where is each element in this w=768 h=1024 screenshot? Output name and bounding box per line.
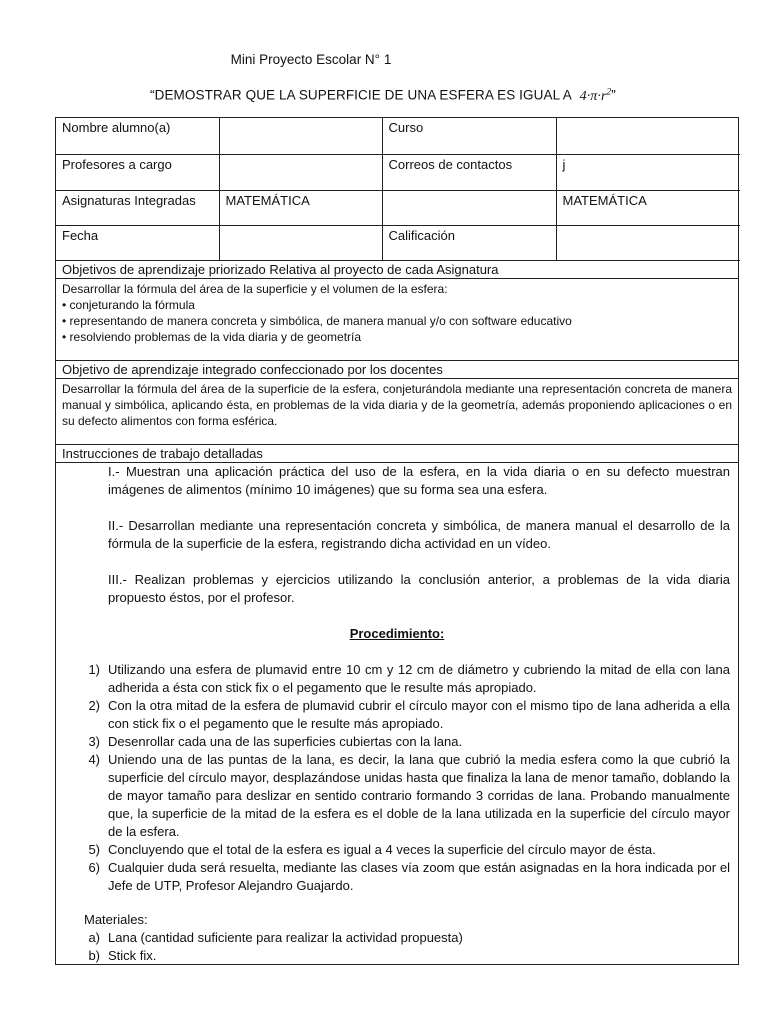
material-letter: a) — [88, 929, 100, 945]
label-curso: Curso — [382, 118, 556, 154]
label-fecha: Fecha — [56, 225, 219, 260]
materiales-title: Materiales: — [84, 911, 148, 927]
label-calificacion: Calificación — [382, 225, 556, 260]
value-fecha — [219, 225, 382, 260]
table-row — [56, 190, 740, 225]
value-profesores — [219, 154, 382, 190]
value-asignatura-2: MATEMÁTICA — [556, 190, 740, 225]
step-text: Uniendo una de las puntas de la lana, es decir, la lana que cubrió la media esfera como la que cubrió la superficie del círculo mayor, desplazándose unidas hasta que finaliza la lana de menor tamaño, doblando la de mayor tamaño para deslizar en sentido contrario formando 3 corridas de lana. Probando manualmente que, la superficie de la mitad de la esfera es el doble de la lana utilizada en la superficie del círculo mayor de la esfera. — [108, 751, 730, 839]
list-item — [56, 733, 738, 751]
step-number: 6) — [88, 859, 100, 875]
step-number: 1) — [88, 661, 100, 677]
formula: $4\cdot\pi\cdot r^2$ — [579, 86, 612, 104]
list-item — [56, 661, 738, 697]
list-item — [56, 929, 738, 947]
document-title: Mini Proyecto Escolar N° 1 — [230, 52, 392, 67]
info-table — [56, 118, 740, 261]
material-text: Stick fix. — [108, 947, 157, 963]
label-correos: Correos de contactos — [382, 154, 556, 190]
step-number: 2) — [88, 697, 100, 713]
instruction-item: III.- Realizan problemas y ejercicios utilizando la conclusión anterior, a problemas de la vida diaria propuesto éstos, por el profesor. — [108, 571, 730, 605]
material-text: Lana (cantidad suficiente para realizar la actividad propuesta) — [108, 929, 463, 945]
table-row — [56, 154, 740, 190]
value-curso — [556, 118, 740, 154]
material-letter: b) — [88, 947, 100, 963]
step-text: Cualquier duda será resuelta, mediante las clases vía zoom que están asignadas en la hora indicada por el Jefe de UTP, Profesor Alejandro Guajardo. — [108, 859, 730, 893]
document-subtitle: “DEMOSTRAR QUE LA SUPERFICIE DE UNA ESFERA ES IGUAL A $4\cdot\pi\cdot r^2$” — [150, 86, 616, 104]
label-profesores: Profesores a cargo — [56, 154, 219, 190]
value-nombre — [219, 118, 382, 154]
list-item — [56, 841, 738, 859]
objetivos-line: • resolviendo problemas de la vida diaria y de geometría — [62, 329, 362, 344]
step-number: 4) — [88, 751, 100, 767]
value-empty — [382, 190, 556, 225]
list-item — [56, 859, 738, 895]
objetivos-line: • representando de manera concreta y simbólica, de manera manual y/o con software educativo — [62, 313, 572, 328]
value-calificacion — [556, 225, 740, 260]
list-item — [56, 697, 738, 733]
value-correos: j — [556, 154, 740, 190]
objetivo-integrado-text: Desarrollar la fórmula del área de la superficie de la esfera, conjeturándola mediante una representación concreta de manera manual y simbólica, aplicando ésta, en problemas de la vida diaria y de la geometría, además proponiendo aplicaciones o en su defecto alimentos con forma esférica. — [62, 381, 732, 428]
procedimiento-title: Procedimiento: — [349, 625, 445, 641]
objetivo-integrado-heading: Objetivo de aprendizaje integrado confeccionado por los docentes — [56, 361, 738, 379]
step-number: 3) — [88, 733, 100, 749]
step-text: Concluyendo que el total de la esfera es igual a 4 veces la superficie del círculo mayor de ésta. — [108, 841, 656, 857]
list-item — [56, 947, 738, 965]
label-asignaturas: Asignaturas Integradas — [56, 190, 219, 225]
list-item — [56, 751, 738, 841]
instrucciones-body — [56, 463, 738, 965]
label-nombre: Nombre alumno(a) — [56, 118, 219, 154]
table-row — [56, 225, 740, 260]
instruction-item: I.- Muestran una aplicación práctica del uso de la esfera, en la vida diaria o en su defecto muestran imágenes de alimentos (mínimo 10 imágenes) que su forma sea una esfera. — [108, 463, 730, 497]
objetivo-integrado-body — [56, 379, 738, 445]
value-asignatura-1: MATEMÁTICA — [219, 190, 382, 225]
objetivos-line: • conjeturando la fórmula — [62, 297, 195, 312]
objetivos-heading: Objetivos de aprendizaje priorizado Relativa al proyecto de cada Asignatura — [56, 261, 738, 279]
objetivos-body — [56, 279, 738, 361]
table-row — [56, 118, 740, 154]
step-text: Utilizando una esfera de plumavid entre 10 cm y 12 cm de diámetro y cubriendo la mitad de ella con lana adherida a ésta con stick fix o el pegamento que le resulte más apropiado. — [108, 661, 730, 695]
project-form — [55, 117, 739, 965]
instruction-item: II.- Desarrollan mediante una representación concreta y simbólica, de manera manual el desarrollo de la fórmula de la superficie de la esfera, registrando dicha actividad en un vídeo. — [108, 517, 730, 551]
step-text: Desenrollar cada una de las superficies cubiertas con la lana. — [108, 733, 463, 749]
objetivos-line: Desarrollar la fórmula del área de la superficie y el volumen de la esfera: — [62, 281, 448, 296]
step-text: Con la otra mitad de la esfera de plumavid cubrir el círculo mayor con el mismo tipo de lana adherida a ella con stick fix o el pegamento que le resulte más apropiado. — [108, 697, 730, 731]
step-number: 5) — [88, 841, 100, 857]
instrucciones-heading: Instrucciones de trabajo detalladas — [56, 445, 738, 463]
